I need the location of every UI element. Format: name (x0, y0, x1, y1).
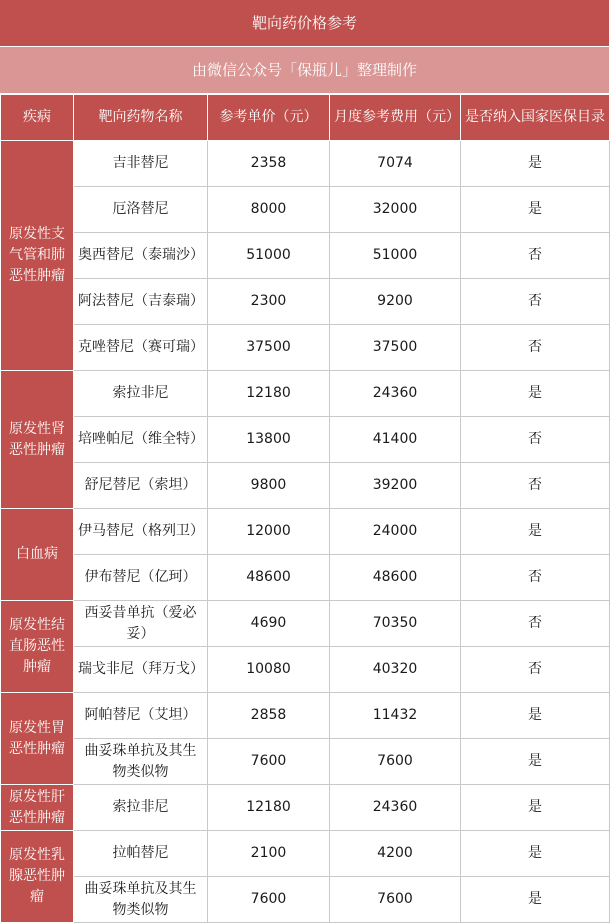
monthly-cost-cell: 48600 (330, 555, 461, 601)
unit-price-cell: 51000 (208, 233, 330, 279)
monthly-cost-cell: 41400 (330, 417, 461, 463)
table-row (1, 693, 610, 739)
unit-price-cell: 7600 (208, 739, 330, 785)
monthly-cost-cell: 70350 (330, 601, 461, 647)
unit-price-cell: 12000 (208, 509, 330, 555)
table-row (1, 279, 610, 325)
insurance-status-cell: 是 (461, 141, 610, 187)
monthly-cost-cell: 24360 (330, 785, 461, 831)
header-row (1, 95, 610, 141)
column-header-monthly: 月度参考费用（元） (330, 95, 461, 141)
disease-cell: 原发性肾恶性肿瘤 (1, 371, 74, 509)
insurance-status-cell: 是 (461, 831, 610, 877)
insurance-status-cell: 否 (461, 463, 610, 509)
table-row (1, 509, 610, 555)
monthly-cost-cell: 4200 (330, 831, 461, 877)
monthly-cost-cell: 7600 (330, 739, 461, 785)
monthly-cost-cell: 24360 (330, 371, 461, 417)
unit-price-cell: 8000 (208, 187, 330, 233)
monthly-cost-cell: 37500 (330, 325, 461, 371)
drug-name-cell: 奥西替尼（泰瑞沙） (74, 233, 208, 279)
table-row (1, 601, 610, 647)
unit-price-cell: 2100 (208, 831, 330, 877)
drug-name-cell: 伊布替尼（亿珂） (74, 555, 208, 601)
monthly-cost-cell: 51000 (330, 233, 461, 279)
disease-cell: 原发性乳腺恶性肿瘤 (1, 831, 74, 923)
disease-cell: 原发性胃恶性肿瘤 (1, 693, 74, 785)
unit-price-cell: 13800 (208, 417, 330, 463)
unit-price-cell: 9800 (208, 463, 330, 509)
insurance-status-cell: 否 (461, 325, 610, 371)
unit-price-cell: 48600 (208, 555, 330, 601)
table-title: 靶向药价格参考 (0, 0, 609, 47)
monthly-cost-cell: 32000 (330, 187, 461, 233)
monthly-cost-cell: 39200 (330, 463, 461, 509)
drug-name-cell: 克唑替尼（赛可瑞） (74, 325, 208, 371)
table-row (1, 647, 610, 693)
column-header-insured: 是否纳入国家医保目录 (461, 95, 610, 141)
price-table (0, 94, 610, 923)
insurance-status-cell: 否 (461, 233, 610, 279)
monthly-cost-cell: 7074 (330, 141, 461, 187)
monthly-cost-cell: 40320 (330, 647, 461, 693)
drug-name-cell: 瑞戈非尼（拜万戈） (74, 647, 208, 693)
insurance-status-cell: 是 (461, 509, 610, 555)
monthly-cost-cell: 24000 (330, 509, 461, 555)
drug-name-cell: 伊马替尼（格列卫） (74, 509, 208, 555)
table-row (1, 371, 610, 417)
disease-cell: 白血病 (1, 509, 74, 601)
monthly-cost-cell: 11432 (330, 693, 461, 739)
table-row (1, 187, 610, 233)
drug-name-cell: 西妥昔单抗（爱必妥） (74, 601, 208, 647)
insurance-status-cell: 是 (461, 785, 610, 831)
column-header-disease: 疾病 (1, 95, 74, 141)
insurance-status-cell: 是 (461, 371, 610, 417)
insurance-status-cell: 是 (461, 739, 610, 785)
table-row (1, 233, 610, 279)
drug-name-cell: 培唑帕尼（维全特） (74, 417, 208, 463)
drug-name-cell: 厄洛替尼 (74, 187, 208, 233)
unit-price-cell: 7600 (208, 877, 330, 923)
table-row (1, 877, 610, 923)
unit-price-cell: 2858 (208, 693, 330, 739)
insurance-status-cell: 是 (461, 187, 610, 233)
drug-name-cell: 拉帕替尼 (74, 831, 208, 877)
drug-name-cell: 舒尼替尼（索坦） (74, 463, 208, 509)
drug-name-cell: 阿法替尼（吉泰瑞） (74, 279, 208, 325)
table-body (1, 141, 610, 923)
table-row (1, 555, 610, 601)
unit-price-cell: 2300 (208, 279, 330, 325)
disease-cell: 原发性支气管和肺恶性肿瘤 (1, 141, 74, 371)
drug-name-cell: 索拉非尼 (74, 785, 208, 831)
insurance-status-cell: 否 (461, 279, 610, 325)
table-subtitle: 由微信公众号「保瓶儿」整理制作 (0, 47, 609, 94)
insurance-status-cell: 是 (461, 877, 610, 923)
table-row (1, 417, 610, 463)
insurance-status-cell: 否 (461, 417, 610, 463)
disease-cell: 原发性结直肠恶性肿瘤 (1, 601, 74, 693)
disease-cell: 原发性肝恶性肿瘤 (1, 785, 74, 831)
column-header-price: 参考单价（元） (208, 95, 330, 141)
table-row (1, 325, 610, 371)
insurance-status-cell: 是 (461, 693, 610, 739)
column-header-drug: 靶向药物名称 (74, 95, 208, 141)
unit-price-cell: 12180 (208, 371, 330, 417)
insurance-status-cell: 否 (461, 647, 610, 693)
table-row (1, 785, 610, 831)
unit-price-cell: 10080 (208, 647, 330, 693)
unit-price-cell: 12180 (208, 785, 330, 831)
table-row (1, 739, 610, 785)
table-row (1, 831, 610, 877)
drug-name-cell: 曲妥珠单抗及其生物类似物 (74, 877, 208, 923)
unit-price-cell: 4690 (208, 601, 330, 647)
insurance-status-cell: 否 (461, 555, 610, 601)
table-row (1, 141, 610, 187)
monthly-cost-cell: 7600 (330, 877, 461, 923)
table-row (1, 463, 610, 509)
insurance-status-cell: 否 (461, 601, 610, 647)
unit-price-cell: 2358 (208, 141, 330, 187)
drug-name-cell: 索拉非尼 (74, 371, 208, 417)
drug-name-cell: 阿帕替尼（艾坦） (74, 693, 208, 739)
monthly-cost-cell: 9200 (330, 279, 461, 325)
unit-price-cell: 37500 (208, 325, 330, 371)
drug-name-cell: 吉非替尼 (74, 141, 208, 187)
drug-name-cell: 曲妥珠单抗及其生物类似物 (74, 739, 208, 785)
